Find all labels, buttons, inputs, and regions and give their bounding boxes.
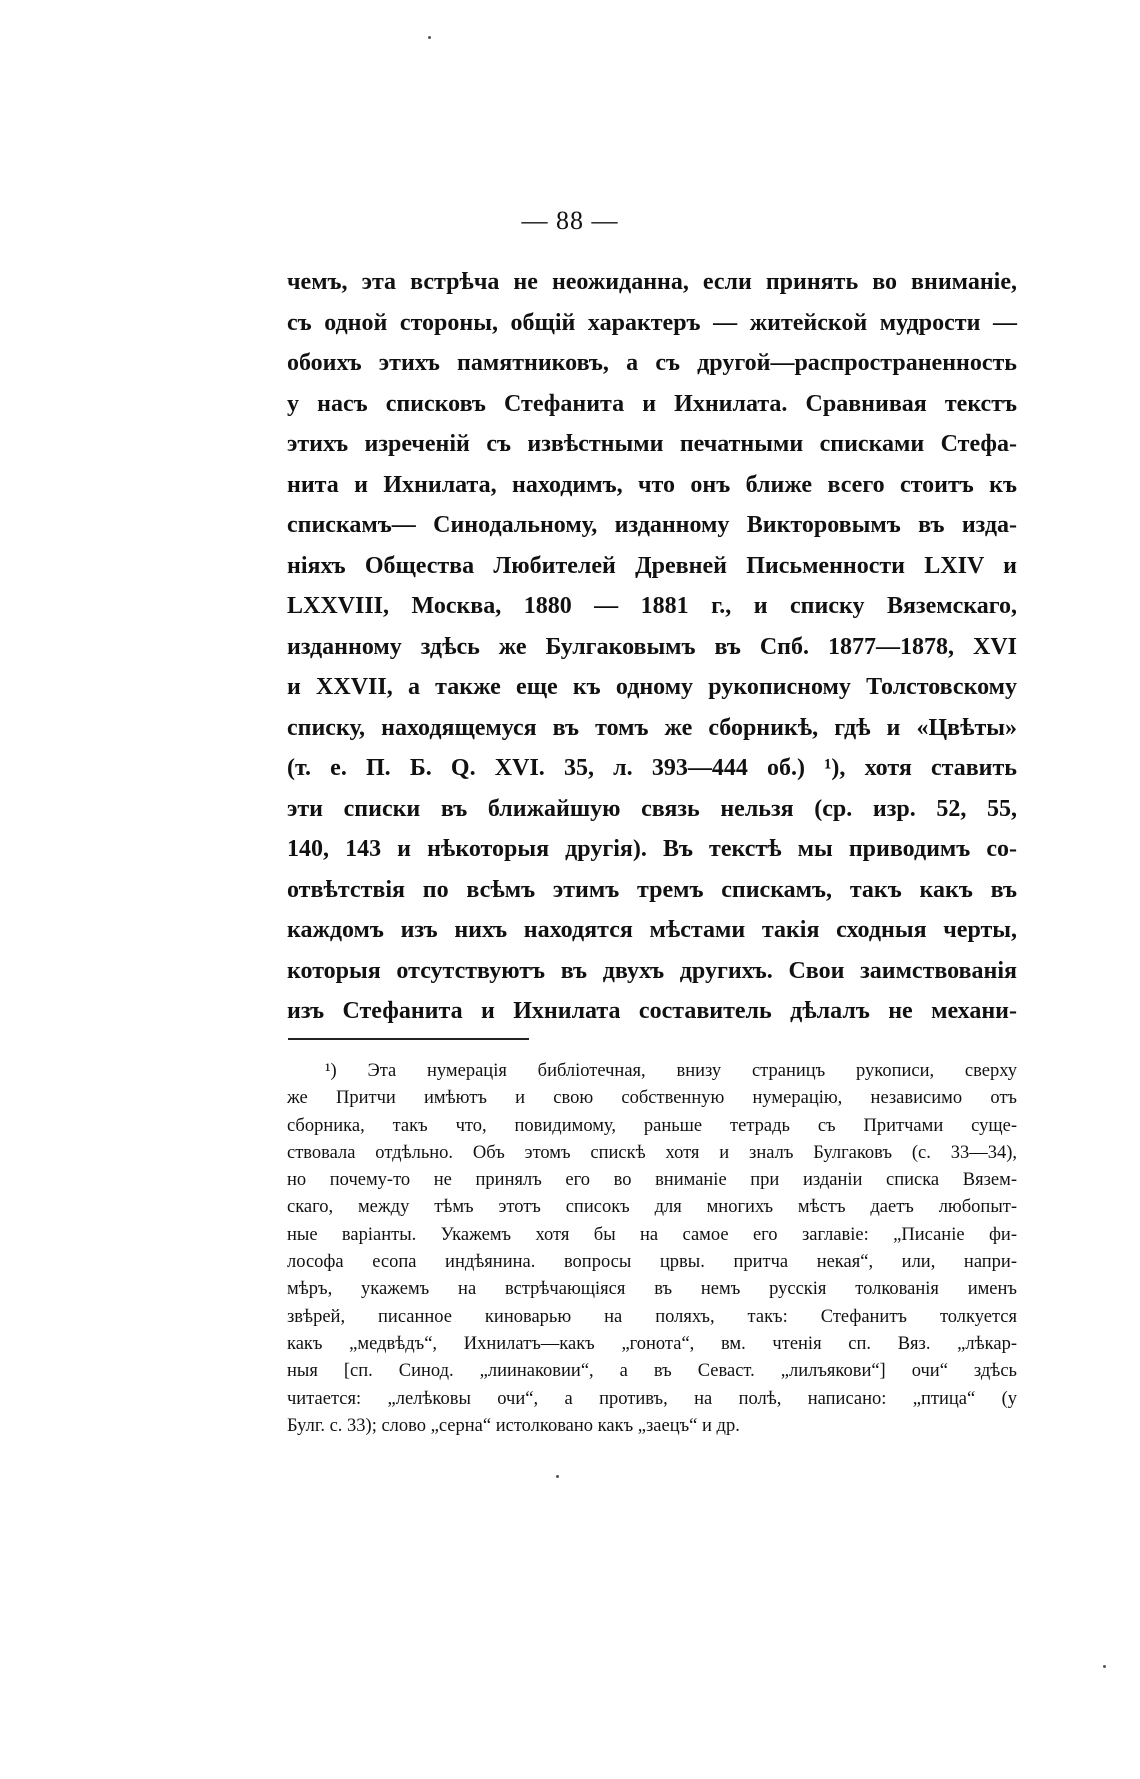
main-text-line: изданному здѣсь же Булгаковымъ въ Спб. 1877—1878, XVI [287, 633, 1017, 660]
main-text-line: изъ Стефанита и Ихнилата составитель дѣлалъ не механи- [287, 998, 1017, 1024]
main-text-line: ніяхъ Общества Любителей Древней Письменности LXIV и [287, 552, 1017, 579]
footnote-separator [288, 1038, 529, 1040]
footnote-line: какъ „медвѣдъ“, Ихнилатъ—какъ „гонота“, вм. чтенія сп. Вяз. „лѣкар- [287, 1333, 1017, 1354]
main-text-line: чемъ, эта встрѣча не неожиданна, если принять во вниманіе, [287, 269, 1017, 295]
footnote-line: ныя [сп. Синод. „лиинаковии“, а въ Севаст. „лилъякови“] очи“ здѣсь [287, 1361, 1017, 1382]
footnote-line: ные варіанты. Укажемъ хотя бы на самое его заглавіе: „Писаніе фи- [287, 1224, 1017, 1245]
main-text-line: эти списки въ ближайшую связь нельзя (ср. изр. 52, 55, [287, 795, 1017, 822]
main-text-line: 140, 143 и нѣкоторыя другія). Въ текстѣ мы приводимъ со- [287, 836, 1017, 862]
scan-speck [1103, 1665, 1106, 1668]
main-text-line: (т. е. П. Б. Q. XVI. 35, л. 393—444 об.) ¹), хотя ставить [287, 755, 1017, 781]
main-text-line: LXXVIII, Москва, 1880 — 1881 г., и списку Вяземскаго, [287, 593, 1017, 619]
main-text-line: каждомъ изъ нихъ находятся мѣстами такія сходныя черты, [287, 917, 1017, 943]
footnote-line: ¹) Эта нумерація библіотечная, внизу страницъ рукописи, сверху [325, 1061, 1017, 1081]
page-number: — 88 — [521, 206, 619, 235]
main-text-block [287, 262, 1017, 1032]
footnote-line: скаго, между тѣмъ этотъ списокъ для многихъ мѣстъ даетъ любопыт- [287, 1197, 1017, 1218]
footnote-line: мѣръ, укажемъ на встрѣчающіяся въ немъ русскія толкованія именъ [287, 1279, 1017, 1300]
main-text-line: списку, находящемуся въ томъ же сборникѣ, гдѣ и «Цвѣты» [287, 714, 1017, 741]
main-text-line: обоихъ этихъ памятниковъ, а съ другой—распространенность [287, 350, 1017, 376]
footnote-block [287, 1058, 1017, 1440]
footnote-line: же Притчи имѣютъ и свою собственную нумерацію, независимо отъ [287, 1088, 1017, 1109]
footnote-line: сборника, такъ что, повидимому, раньше тетрадь съ Притчами суще- [287, 1115, 1017, 1136]
main-text-line: отвѣтствія по всѣмъ этимъ тремъ спискамъ, такъ какъ въ [287, 876, 1017, 903]
main-text-line: спискамъ— Синодальному, изданному Викторовымъ въ изда- [287, 512, 1017, 538]
footnote-line: читается: „лелѣковы очи“, а противъ, на полѣ, написано: „птица“ (у [287, 1388, 1017, 1409]
footnote-line: но почему-то не принялъ его во вниманіе при изданіи списка Вязем- [287, 1170, 1017, 1191]
scan-speck [428, 36, 431, 39]
main-text-line: нита и Ихнилата, находимъ, что онъ ближе всего стоитъ къ [287, 471, 1017, 498]
footnote-line: звѣрей, писанное киноварью на поляхъ, такъ: Стефанитъ толкуется [287, 1306, 1017, 1327]
footnote-line: лософа есопа индѣянина. вопросы црвы. притча некая“, или, напри- [287, 1252, 1017, 1273]
footnote-line: Булг. с. 33); слово „серна“ истолковано какъ „заецъ“ и др. [287, 1415, 740, 1436]
main-text-line: и XXVII, а также еще къ одному рукописному Толстовскому [287, 674, 1017, 700]
main-text-line: у насъ списковъ Стефанита и Ихнилата. Сравнивая текстъ [287, 390, 1017, 417]
main-text-line: этихъ изреченій съ извѣстными печатными списками Стефа- [287, 431, 1017, 457]
main-text-line: которыя отсутствуютъ въ двухъ другихъ. Свои заимствованія [287, 957, 1017, 984]
scan-speck [556, 1475, 559, 1478]
main-text-line: съ одной стороны, общій характеръ — житейской мудрости — [287, 309, 1017, 336]
footnote-line: ствовала отдѣльно. Объ этомъ спискѣ хотя и зналъ Булгаковъ (с. 33—34), [287, 1142, 1017, 1163]
